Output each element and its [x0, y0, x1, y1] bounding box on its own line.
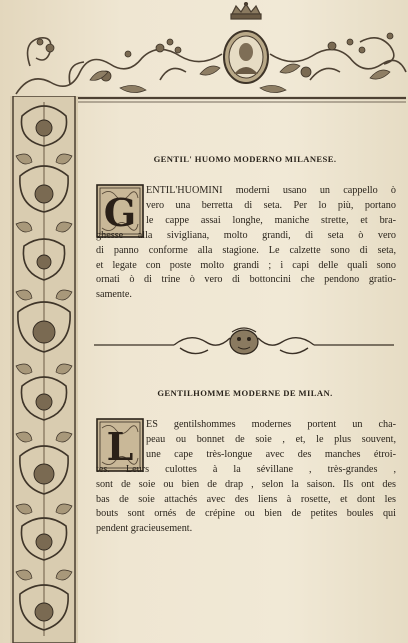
- crown-ornament: [231, 3, 261, 20]
- paragraph-line: bas de soie attachés avec des liens à rosette, et dont les: [96, 493, 396, 505]
- paragraph-line: sont de soie ou bien de drap , selon la saison. Ils ont des: [96, 478, 396, 490]
- paragraph-line: le cappe assai longhe, maniche strette, et bra-: [146, 214, 396, 226]
- paragraph-line: di panno conforme alla stagione. Le calzette sono di seta,: [96, 244, 396, 256]
- paragraph-line: samente.: [96, 289, 132, 301]
- paragraph-line: bouts sont ornés de crépine ou bien de petites boules qui: [96, 508, 396, 520]
- italian-dropcap-letter: G: [103, 190, 137, 235]
- paragraph-line: ghesse alla sivigliana, molto grandi, di seta ò vero: [96, 229, 396, 241]
- paragraph-line: et legate con poste molto grandi ; i capi delle quali sono: [96, 259, 396, 271]
- paragraph-line: une cape très-longue avec des manches étroi-: [146, 448, 396, 460]
- italian-section-title: GENTIL' HUOMO MODERNO MILANESE.: [153, 154, 337, 164]
- portrait-medallion: [224, 31, 268, 83]
- paragraph-line: vero una berretta di seta. Per lo più, portano: [146, 199, 396, 211]
- divider-ornament: [94, 324, 394, 360]
- italian-paragraph: [96, 184, 396, 303]
- paragraph-line: tes. Leurs culottes à la sévillane , très-grandes ,: [96, 463, 396, 475]
- paragraph-line: ES gentilshommes modernes portent un cha-: [146, 419, 396, 430]
- paragraph-line: ENTIL'HUOMINI moderni usano un cappello ò: [146, 185, 396, 196]
- left-border-ornament: [10, 96, 78, 643]
- paragraph-line: ornati ò di trine ò vero di bottoncini che pendono gratio-: [96, 274, 396, 286]
- paragraph-line: peau ou bonnet de soie , et, le plus souvent,: [146, 433, 396, 445]
- paragraph-line: pendent gracieusement.: [96, 523, 193, 535]
- top-ornament: [10, 2, 408, 106]
- french-dropcap-letter: L: [106, 424, 134, 469]
- text-content: [92, 100, 398, 643]
- french-paragraph: [96, 418, 396, 537]
- french-section-title: GENTILHOMME MODERNE DE MILAN.: [157, 388, 333, 398]
